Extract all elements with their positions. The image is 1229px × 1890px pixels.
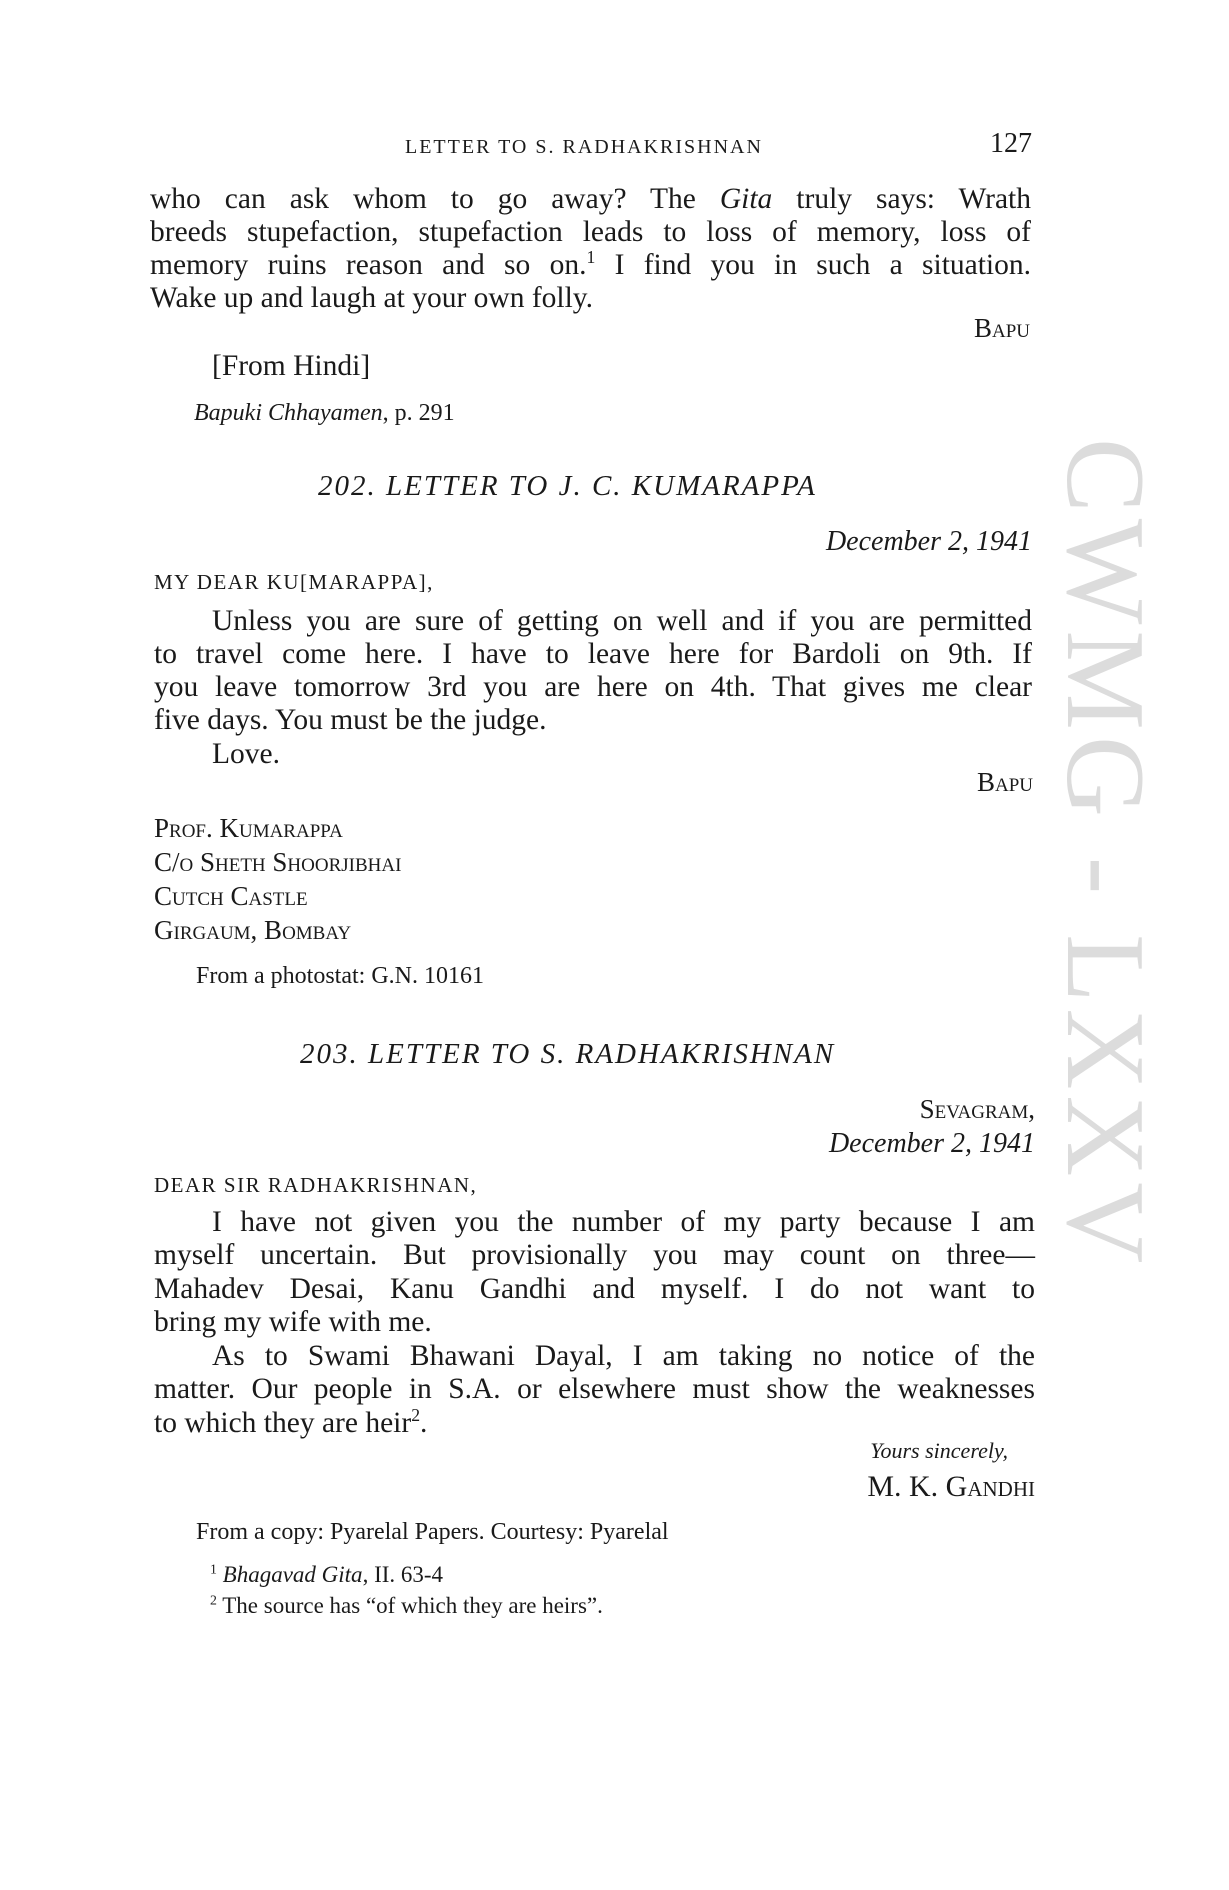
body-line — [154, 1407, 427, 1441]
body-line: Unless you are sure of getting on well and if you are permitted — [212, 605, 1032, 637]
text-run: I find you in such a situation. — [595, 249, 1032, 281]
text-run: to which they are heir — [154, 1407, 412, 1439]
footnote-marker: 2 — [210, 1592, 217, 1608]
closing: Yours sincerely, — [870, 1438, 1008, 1463]
footnote-marker: 1 — [210, 1561, 217, 1577]
watermark: CWMG - LXXV — [1043, 438, 1167, 1270]
body-line: you leave tomorrow 3rd you are here on 4th. That gives me clear — [154, 671, 1032, 703]
body-line: As to Swami Bhawani Dayal, I am taking no notice of the — [212, 1340, 1035, 1372]
body-line: bring my wife with me. — [154, 1306, 432, 1338]
body-line: myself uncertain. But provisionally you may count on three— — [154, 1239, 1035, 1271]
address-line: Girgaum, Bombay — [154, 915, 352, 945]
signature: Bapu — [976, 767, 1033, 797]
letter-heading: 203. LETTER TO S. RADHAKRISHNAN — [300, 1038, 836, 1070]
footnote-ref-1: 1 — [586, 247, 596, 268]
address-line: Prof. Kumarappa — [154, 813, 343, 843]
page-number: 127 — [990, 128, 1032, 159]
text-run: memory ruins reason and so on. — [150, 249, 587, 281]
body-line — [150, 183, 1031, 217]
body-line: Mahadev Desai, Kanu Gandhi and myself. I do not want to — [154, 1273, 1035, 1305]
text-run: who can ask whom to go away? The — [150, 183, 720, 215]
address-line: Cutch Castle — [154, 881, 308, 911]
source-title: Bapuki Chhayamen — [194, 400, 383, 426]
letter-place: Sevagram, — [919, 1094, 1035, 1124]
text-run: truly says: Wrath — [772, 183, 1031, 215]
address-line: C/o Sheth Shoorjibhai — [154, 847, 402, 877]
letter-heading: 202. LETTER TO J. C. KUMARAPPA — [318, 470, 817, 502]
footnote-ref-2: 2 — [411, 1405, 421, 1426]
body-line: Wake up and laugh at your own folly. — [150, 282, 594, 314]
body-line: five days. You must be the judge. — [154, 704, 547, 736]
source-page: , p. 291 — [382, 400, 455, 426]
salutation: MY DEAR KU[MARAPPA], — [154, 570, 434, 594]
signature: M. K. Gandhi — [867, 1470, 1035, 1503]
body-line — [150, 249, 1031, 283]
salutation: DEAR SIR RADHAKRISHNAN, — [154, 1173, 478, 1197]
footnote — [210, 1593, 603, 1619]
body-line: breeds stupefaction, stupefaction leads to loss of memory, loss of — [150, 216, 1031, 248]
body-line: to travel come here. I have to leave here for Bardoli on 9th. If — [154, 638, 1032, 670]
letter-date: December 2, 1941 — [828, 1128, 1035, 1159]
closing: Love. — [212, 738, 280, 770]
footnote-text: , II. 63-4 — [362, 1562, 444, 1587]
source-line — [194, 400, 455, 427]
footnote-text: The source has “of which they are heirs”. — [222, 1593, 603, 1618]
body-line: matter. Our people in S.A. or elsewhere must show the weaknesses — [154, 1373, 1035, 1405]
footnote — [210, 1562, 443, 1588]
signature: Bapu — [973, 313, 1030, 343]
source-line: From a copy: Pyarelal Papers. Courtesy: Pyarelal — [196, 1519, 669, 1545]
running-head: LETTER TO S. RADHAKRISHNAN — [405, 136, 763, 158]
language-note: [From Hindi] — [212, 350, 371, 382]
footnote-title: Bhagavad Gita — [222, 1562, 363, 1587]
body-line: I have not given you the number of my party because I am — [212, 1206, 1035, 1238]
gita-italic: Gita — [719, 183, 773, 215]
text-run: . — [420, 1407, 428, 1439]
source-line: From a photostat: G.N. 10161 — [196, 963, 484, 989]
letter-date: December 2, 1941 — [825, 526, 1032, 557]
